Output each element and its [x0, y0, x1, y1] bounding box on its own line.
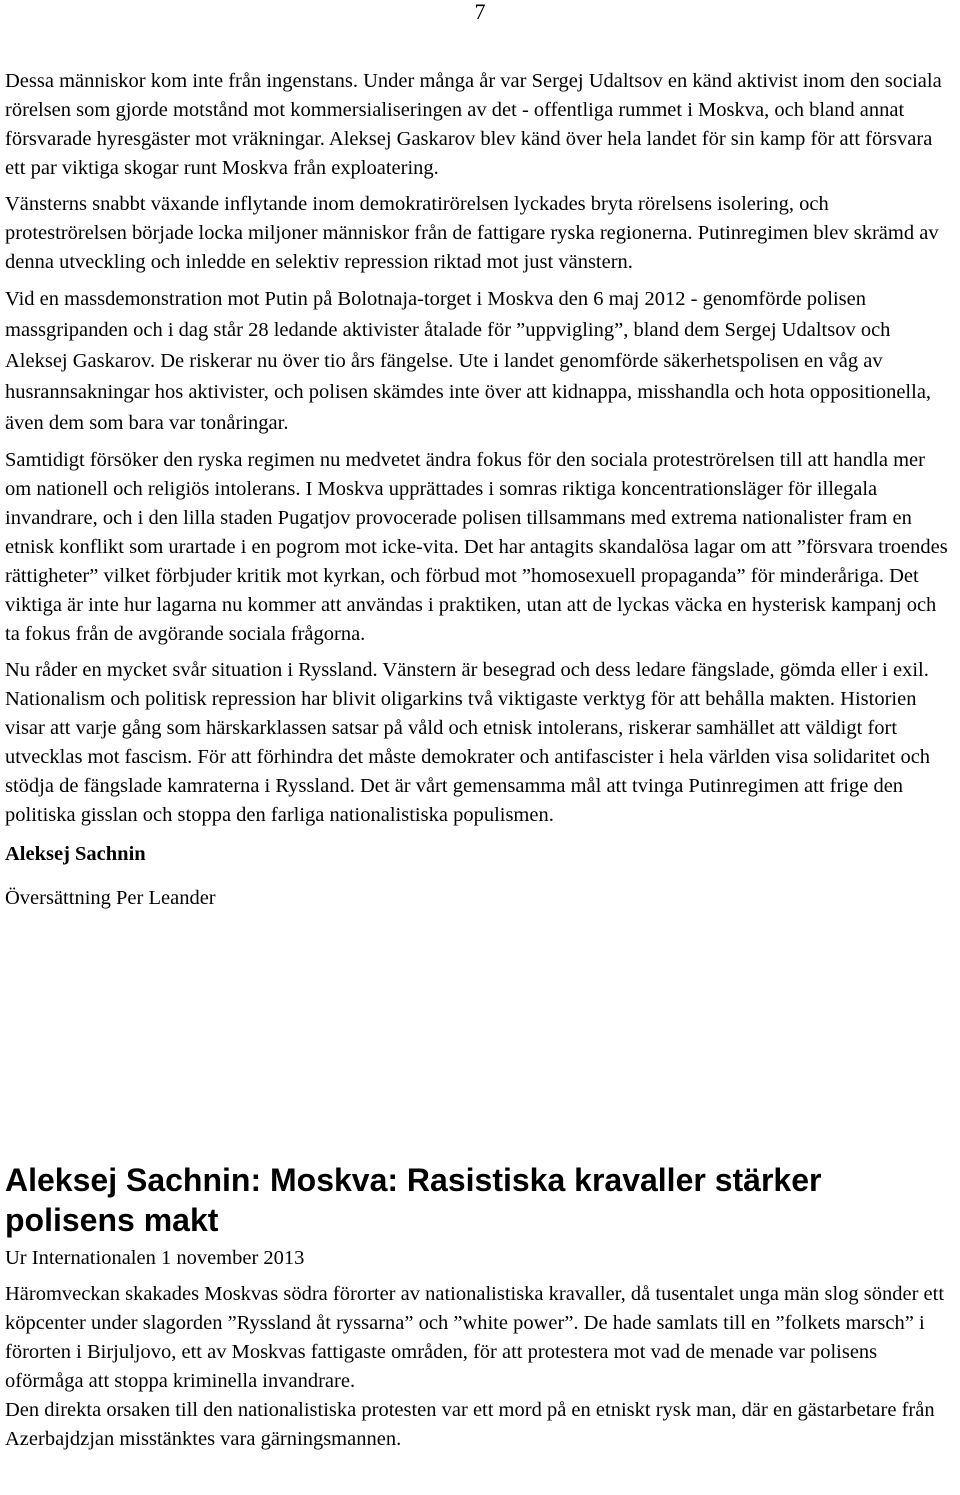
paragraph: Vänsterns snabbt växande inflytande inom demokratirörelsen lyckades bryta rörelsens isolering, och proteströrelsen började locka miljoner människor från de fattigare ryska regionerna. Putinregimen blev skrämd av denna utveckling och inledde en selektiv repression riktad mot just vänstern. [5, 193, 939, 273]
paragraph: Samtidigt försöker den ryska regimen nu medvetet ändra fokus för den sociala proteströrelsen till att handla mer om nationell och religiös intolerans. I Moskva upprättades i somras riktiga koncentrationsläger för illegala invandrare, och i den lilla staden Pugatjov provocerade polisen tillsammans med extrema nationalister fram en etnisk konflikt som urartade i en pogrom mot icke-vita. Det har antagits skandalösa lagar om att ”försvara troendes rättigheter” vilket förbjuder kritik mot kyrkan, och förbud mot ”homosexuell propaganda” för minderåriga. Det viktiga är inte hur lagarna nu kommer att användas i praktiken, utan att de lyckas väcka en hysterisk kampanj och ta fokus från de avgörande sociala frågorna. [5, 449, 948, 645]
second-article-body [5, 1280, 955, 1454]
paragraph: Den direkta orsaken till den nationalistiska protesten var ett mord på en etniskt rysk man, där en gästarbetare från Azerbajdzjan misstänktes vara gärningsmannen. [5, 1399, 935, 1450]
paragraph: Vid en massdemonstration mot Putin på Bolotnaja-torget i Moskva den 6 maj 2012 - genomförde polisen massgripanden och i dag står 28 ledande aktivister åtalade för ”uppvigling”, bland dem Sergej Udaltsov och Aleksej Gaskarov. De riskerar nu över tio års fängelse. Ute i landet genomförde säkerhetspolisen en våg av husrannsakningar hos aktivister, och polisen skämdes inte över att kidnappa, misshandla och hota oppositionella, även dem som bara var tonåringar. [5, 288, 932, 434]
article-source: Ur Internationalen 1 november 2013 [5, 1247, 305, 1269]
article-body [5, 67, 955, 913]
article-heading: Aleksej Sachnin: Moskva: Rasistiska kravaller stärker polisens makt [5, 1162, 822, 1238]
paragraph: Nu råder en mycket svår situation i Ryssland. Vänstern är besegrad och dess ledare fängslade, gömda eller i exil. Nationalism och politisk repression har blivit oligarkins två viktigaste verktyg för att behålla makten. Historien visar att varje gång som härskarklassen satsar på våld och etnisk intolerans, riskerar samhället att väldigt fort utvecklas mot fascism. För att förhindra det måste demokrater och antifascister i hela världen visa solidaritet och stödja de fängslade kamraterna i Ryssland. Det är vårt gemensamma mål att tvinga Putinregimen att frige den politiska gisslan och stoppa den farliga nationalistiska populismen. [5, 659, 931, 826]
page-number: 7 [474, 0, 486, 24]
paragraph: Dessa människor kom inte från ingenstans. Under många år var Sergej Udaltsov en känd aktivist inom den sociala rörelsen som gjorde motstånd mot kommersialiseringen av det - offentliga rummet i Moskva, och bland annat försvarade hyresgäster mot vräkningar. Aleksej Gaskarov blev känd över hela landet för sin kamp för att försvara ett par viktiga skogar runt Moskva från exploatering. [5, 70, 942, 179]
second-article [5, 1160, 955, 1454]
author-signature: Aleksej Sachnin [5, 843, 146, 865]
translator-credit: Översättning Per Leander [5, 887, 216, 909]
paragraph: Häromveckan skakades Moskvas södra förorter av nationalistiska kravaller, då tusentalet unga män slog sönder ett köpcenter under slagorden ”Ryssland åt ryssarna” och ”white power”. De hade samlats till en ”folkets marsch” i förorten i Birjuljovo, ett av Moskvas fattigaste områden, för att protestera mot vad de menade var polisens oförmåga att stoppa kriminella invandrare. [5, 1283, 945, 1392]
